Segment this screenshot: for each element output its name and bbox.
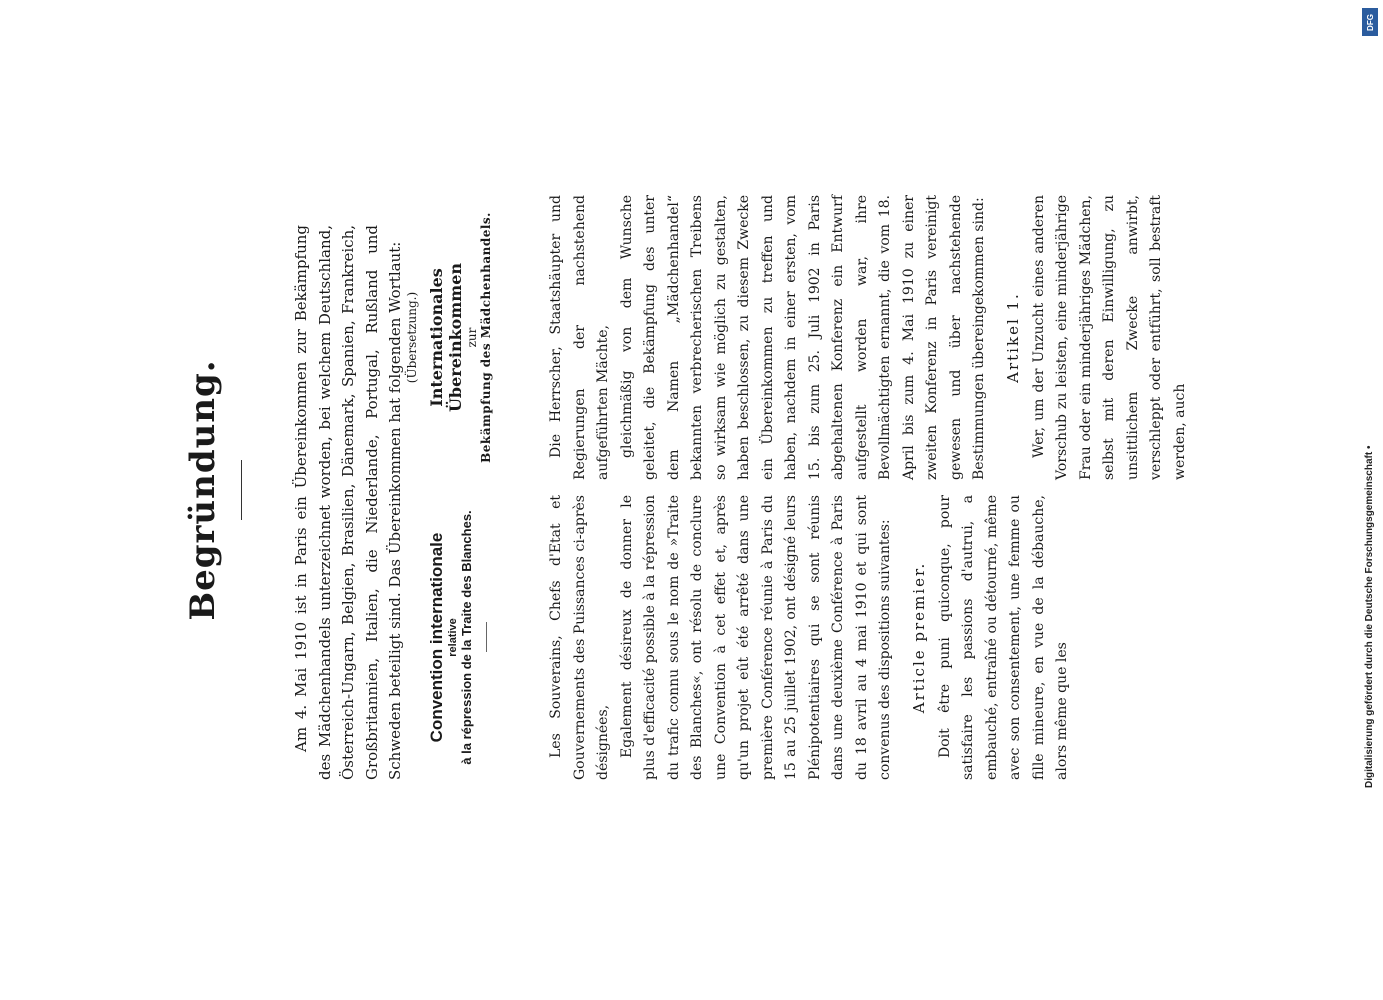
french-body-column [545,495,1075,780]
document-title: Begründung. [183,359,223,621]
german-para-2: gleichmäßig von dem Wunsche geleitet, die Bekämpfung des unter dem Namen „Mädchenhandel“ bekannten verbrecherischen Treibens so wirksam wie möglich zu gestalten, haben beschlossen, zu diesem Zwecke ein Übereinkommen zu treffen und haben, nachdem in einer ersten, vom 15. bis zum 25. Juli 1902 in Paris abgehaltenen Konferenz ein Entwurf aufgestellt worden war, ihre Bevollmächtigten ernannt, die vom 18. April bis zum 4. Mai 1910 zu einer zweiten Konferenz in Paris vereinigt gewesen und über nachstehende Bestimmungen übereingekommen sind: [618,195,987,480]
credit-text: Digitalisierung gefördert durch die Deutsche Forschungsgemeinschaft • [1364,445,1375,788]
french-heading-column [405,495,509,780]
german-zur: zur [465,327,479,348]
rotated-document [175,170,1188,810]
french-divider [486,623,487,653]
french-para-2: Egalement désireux de donner le plus d'efficacité possible à la répression du trafic connu sous le nom de »Traite des Blanches«, ont résolu de conclure une Convention à cet effet et, après qu'un projet eût été arrêté dans une première Conférence réunie à Paris du 15 au 25 juillet 1902, ont désigné leurs Plénipotentiaires qui se sont réunis dans une deuxième Conférence à Paris du 18 avril au 4 mai 1910 et qui sont convenus des dispositions suivantes: [618,495,893,780]
french-article-text: Doit être puni quiconque, pour satisfaire les passions d'autrui, a embauché, entraîné ou détourné, même avec son consentement, une femme ou fille mineure, en vue de la débauche, alors même que les [936,495,1070,780]
french-relative: relative [447,618,459,657]
french-subheading: à la répression de la Traite des Blanches. [459,510,474,765]
german-body-column [545,195,1192,480]
german-heading: Internationales Übereinkommen [427,262,465,413]
german-article-text: Wer, um der Unzucht eines anderen Vorschub zu leisten, eine minderjährige Frau oder ein minderjähriges Mädchen, selbst mit deren Einwilligung, zu unsittlichem Zwecke anwirbt, verschleppt oder entführt, soll bestraft werden, auch [1030,195,1188,480]
german-subheading: Bekämpfung des Mädchenhandels. [479,212,493,463]
german-article-heading: Artikel 1. [1003,292,1022,383]
german-heading-column [405,195,493,480]
translation-note: (Übersetzung.) [405,291,419,384]
french-heading: Convention internationale [427,532,446,743]
french-para-1: Les Souverains, Chefs d'Etat et Gouvernements des Puissances ci-après désignées, [548,495,611,780]
dfg-logo-icon: DFG [1362,8,1378,36]
french-article-heading: Article premier. [909,561,928,714]
intro-paragraph: Am 4. Mai 1910 ist in Paris ein Übereinkommen zur Bekämpfung des Mädchenhandels unterzeichnet worden, bei welchem Deutschland, Österreich-Ungarn, Belgien, Brasilien, Dänemark, Spanien, Frankreich, Großbritannien, Italien, die Niederlande, Portugal, Rußland und Schweden beteiligt sind. Das Übereinkommen hat folgenden Wortlaut: [292,225,404,780]
german-para-1: Die Herrscher, Staatshäupter und Regierungen der nachstehend aufgeführten Mächte, [548,195,611,480]
headings-section [405,170,545,810]
title-divider [241,460,242,520]
digitization-credit [1362,8,1378,992]
